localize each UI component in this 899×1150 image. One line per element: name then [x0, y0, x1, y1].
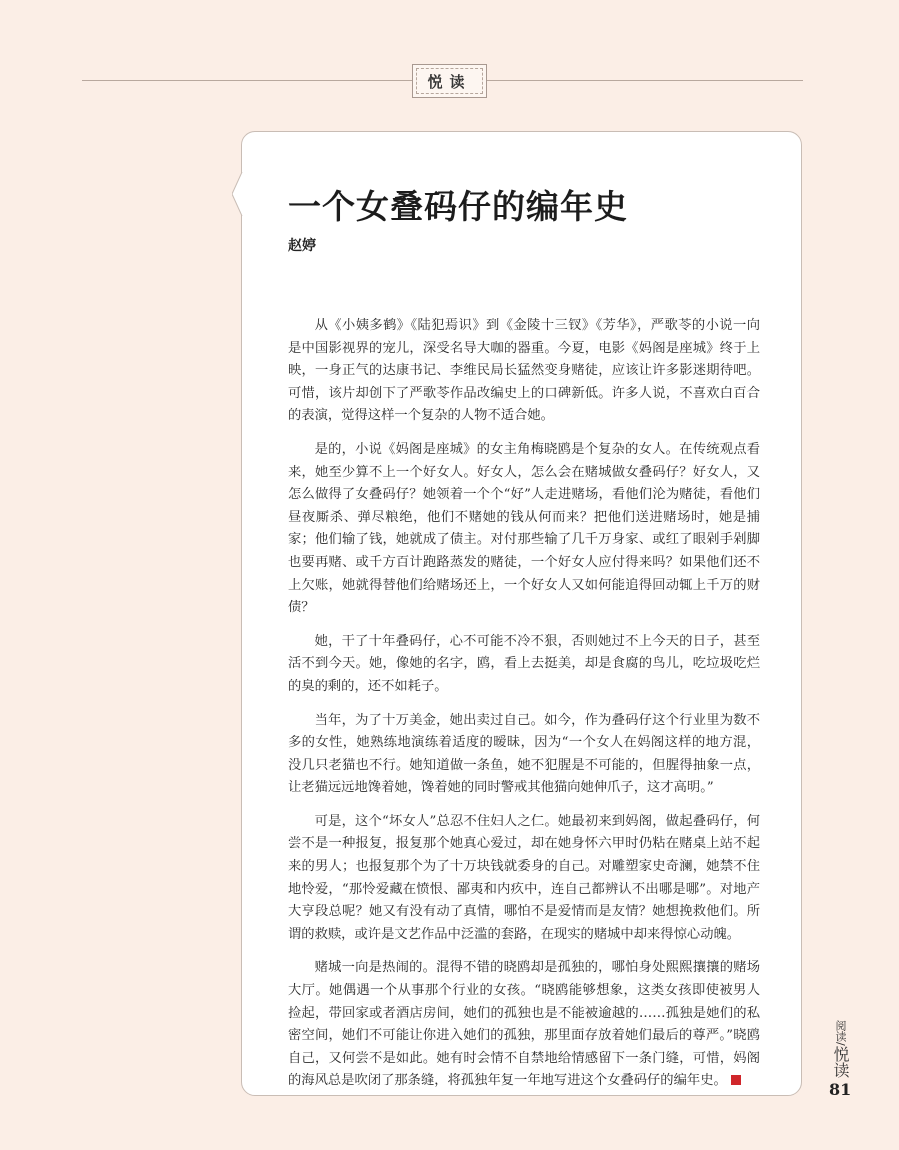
paragraph: 从《小姨多鹤》《陆犯焉识》到《金陵十三钗》《芳华》，严歌苓的小说一向是中国影视界的宠儿，深受名导大咖的器重。今夏，电影《妈阁是座城》终于上映，一身正气的达康书记、李维民局长猛然变身赌徒，应该让许多影迷期待吧。可惜，该片却创下了严歌苓作品改编史上的口碑新低。许多人说，不喜欢白百合的表演，觉得这样一个复杂的人物不适合她。: [288, 318, 760, 424]
card-tab-notch: [232, 172, 254, 216]
end-mark-icon: [731, 1075, 741, 1085]
column-label: 阅读/悦读: [831, 1020, 850, 1078]
paragraph: 当年，为了十万美金，她出卖过自己。如今，作为叠码仔这个行业里为数不多的女性，她熟练地演练着适度的暧昧，因为“一个女人在妈阁这样的地方混，没几只老猫也不行。她知道做一条鱼，她不犯腥是不可能的，但腥得抽象一点，让老猫远远地馋着她，馋着她的同时警戒其他猫向她伸爪子，这才高明。”: [288, 712, 760, 796]
paragraph: 她，干了十年叠码仔，心不可能不冷不狠，否则她过不上今天的日子，甚至活不到今天。她，像她的名字，鸥，看上去挺美，却是食腐的鸟儿，吃垃圾吃烂的臭的剩的，还不如耗子。: [288, 633, 760, 694]
article-body: [288, 315, 760, 1104]
paragraph: 是的，小说《妈阁是座城》的女主角梅晓鸥是个复杂的女人。在传统观点看来，她至少算不上一个好女人。好女人，怎么会在赌城做女叠码仔？好女人，又怎么做得了女叠码仔？她领着一个个“好”人走进赌场，看他们沦为赌徒，看他们昼夜厮杀、弹尽粮绝，他们不赌她的钱从何而来？把他们送进赌场时，她是捕家；他们输了钱，她就成了债主。对付那些输了几千万身家、或红了眼剁手剁脚也要再赌、或千方百计跑路蒸发的赌徒，一个好女人应付得来吗？如果他们还不上欠账，她就得替他们给赌场还上，一个好女人又如何能追得回动辄上千万的财债？: [288, 441, 760, 616]
paragraph-last: [288, 957, 760, 1093]
section-badge: [412, 64, 487, 98]
section-label: 悦读: [427, 72, 472, 91]
header-rule-right: [487, 80, 803, 81]
column-prefix: 阅读: [834, 1020, 847, 1042]
paragraph-text: 赌城一向是热闹的。混得不错的晓鸥却是孤独的，哪怕身处熙熙攘攘的赌场大厅。她偶遇一个从事那个行业的女孩。“晓鸥能够想象，这类女孩即使被男人捡起，带回家或者酒店房间，她们的孤独也是不能被逾越的……孤独是她们的私密空间，她们不可能让你进入她们的孤独，那里面存放着她们最后的尊严。”晓鸥自己，又何尝不是如此。她有时会情不自禁地给情感留下一条门缝，可惜，妈阁的海风总是吹闭了那条缝，将孤独年复一年地写进这个女叠码仔的编年史。: [288, 960, 760, 1089]
column-name: 悦读: [831, 1045, 850, 1078]
page-number: 81: [829, 1080, 852, 1099]
paragraph: 可是，这个“坏女人”总忍不住妇人之仁。她最初来到妈阁，做起叠码仔，何尝不是一种报复，报复那个她真心爱过，却在她身怀六甲时仍粘在赌桌上站不起来的男人；也报复那个为了十万块钱就委身的自己。对雕塑家史奇澜，她禁不住地怜爱，“那怜爱藏在愤恨、鄙夷和内疚中，连自己都辨认不出哪是哪”。对地产大亨段总呢？她又有没有动了真情，哪怕不是爱情而是友情？她想挽救他们。所谓的救赎，或许是文艺作品中泛滥的套路，在现实的赌城中却来得惊心动魄。: [288, 813, 760, 942]
article-title: 一个女叠码仔的编年史: [288, 187, 628, 226]
article-author: 赵婷: [288, 238, 316, 254]
header-rule-left: [82, 80, 412, 81]
